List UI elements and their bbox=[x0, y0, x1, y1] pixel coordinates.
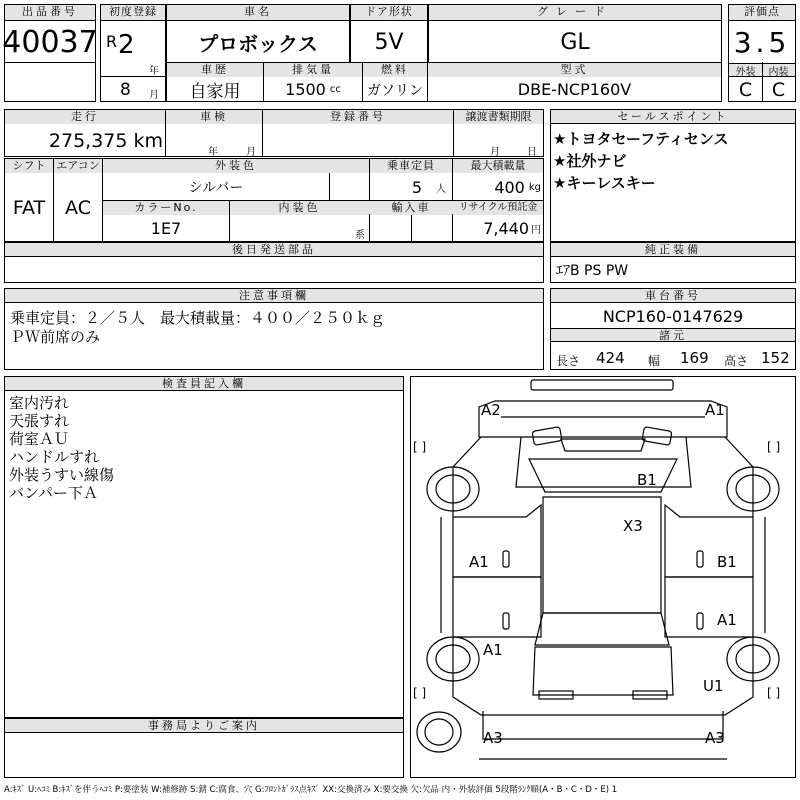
damage-mark-rear-right: U1 bbox=[703, 677, 724, 695]
int-color-unit: 系 bbox=[355, 230, 365, 241]
score-label: 評価点 bbox=[729, 5, 795, 21]
capacity-label: 乗車定員 bbox=[370, 159, 452, 173]
height-label: 高さ bbox=[724, 354, 749, 368]
damage-mark-rear-bumper-right: A3 bbox=[705, 729, 725, 747]
bracket-mark: [ ] bbox=[413, 686, 427, 700]
inspector-line: 外装うすい線傷 bbox=[9, 466, 115, 484]
inspector-line: 天張すれ bbox=[9, 412, 70, 430]
sales-item: ★キーレスキー bbox=[553, 174, 656, 192]
reg-month: 8 bbox=[120, 80, 131, 100]
recycle-fee: 7,440 bbox=[483, 219, 529, 238]
int-label: 内装 bbox=[768, 66, 789, 78]
divider bbox=[100, 76, 166, 77]
grade: GL bbox=[560, 29, 590, 55]
divider bbox=[165, 109, 166, 157]
aircon: AC bbox=[65, 196, 91, 219]
reg-year: 2 bbox=[118, 30, 135, 60]
notes-line: 乗車定員：２／５人 最大積載量：４００／２５０ｋｇ bbox=[10, 309, 386, 327]
later-parts-label: 後日発送部品 bbox=[5, 243, 543, 257]
length-label: 長さ bbox=[556, 354, 581, 368]
bracket-mark: [ ] bbox=[767, 440, 781, 454]
first-reg-label: 初度登録 bbox=[101, 5, 165, 21]
shift-label: シフト bbox=[5, 159, 53, 173]
car-name-label: 車名 bbox=[167, 5, 349, 21]
ac-label: エアコン bbox=[54, 159, 102, 173]
damage-mark-right-front-door: B1 bbox=[717, 553, 737, 571]
inspector-line: 荷室ＡＵ bbox=[9, 430, 70, 448]
car-name: プロボックス bbox=[198, 31, 318, 56]
load: 400 bbox=[494, 177, 525, 197]
model-label: 型式 bbox=[428, 63, 721, 77]
recycle-unit: 円 bbox=[531, 225, 541, 236]
mileage-unit: km bbox=[133, 130, 163, 152]
sales-label: セールスポイント bbox=[551, 110, 795, 124]
damage-diagram bbox=[410, 376, 796, 778]
inspector-line: 室内汚れ bbox=[9, 394, 70, 412]
inspector-line: バンパー下Ａ bbox=[9, 484, 98, 502]
capacity-unit: 人 bbox=[436, 183, 446, 195]
transfer-label: 譲渡書類期限 bbox=[454, 110, 543, 124]
office-label: 事務局よりご案内 bbox=[5, 719, 403, 733]
load-label: 最大積載量 bbox=[453, 159, 543, 173]
ext-color-label: 外装色 bbox=[103, 159, 369, 173]
shaken-year-unit: 年 bbox=[208, 147, 218, 158]
car-outline bbox=[411, 377, 795, 777]
era: R bbox=[106, 32, 118, 51]
fuel-label: 燃料 bbox=[363, 63, 427, 77]
damage-mark-hood: B1 bbox=[637, 471, 657, 489]
shaken-month-unit: 月 bbox=[246, 147, 256, 158]
chassis-label: 車台番号 bbox=[551, 289, 795, 303]
grade-label: グレード bbox=[429, 5, 721, 21]
history: 自家用 bbox=[189, 82, 241, 102]
divider bbox=[329, 173, 330, 201]
divider bbox=[262, 109, 263, 157]
lot-label: 出品番号 bbox=[5, 5, 95, 21]
lot-number: 40037 bbox=[2, 24, 98, 60]
int-color-label: 内装色 bbox=[230, 201, 369, 215]
import-label: 輸入車 bbox=[370, 201, 452, 215]
length: 424 bbox=[596, 349, 625, 367]
divider bbox=[229, 200, 230, 242]
damage-mark-left-rear: A1 bbox=[483, 641, 503, 659]
ext-label: 外装 bbox=[735, 66, 756, 78]
transfer-day: 日 bbox=[527, 147, 537, 158]
ext-color: シルバー bbox=[188, 180, 244, 196]
reg-no-label: 登録番号 bbox=[263, 110, 453, 124]
capacity: 5 bbox=[411, 177, 422, 197]
cc-label: 排気量 bbox=[264, 63, 362, 77]
damage-mark-front-right: A1 bbox=[705, 401, 725, 419]
mileage-label: 走行 bbox=[5, 110, 165, 124]
color-no: 1E7 bbox=[150, 219, 182, 238]
load-unit: kg bbox=[528, 181, 541, 193]
sales-item: ★トヨタセーフティセンス bbox=[553, 130, 729, 148]
inspector-line: ハンドルすれ bbox=[9, 448, 100, 466]
model-code: DBE-NCP160V bbox=[517, 80, 632, 99]
fuel: ガソリン bbox=[367, 82, 423, 99]
shift: FAT bbox=[12, 196, 46, 219]
shaken-label: 車検 bbox=[166, 110, 262, 124]
score: 3.5 bbox=[733, 25, 791, 59]
sales-item: ★社外ナビ bbox=[553, 152, 627, 170]
notes-label: 注意事項欄 bbox=[5, 289, 543, 303]
damage-mark-rear-bumper-left: A3 bbox=[483, 729, 503, 747]
int-grade: C bbox=[771, 78, 786, 101]
recycle-label: リサイクル預託金 bbox=[453, 201, 543, 215]
equipment-value: ｴｱB PS PW bbox=[556, 263, 629, 279]
ext-grade: C bbox=[738, 78, 753, 101]
damage-mark-roof: X3 bbox=[623, 517, 643, 535]
cc-unit: cc bbox=[329, 84, 341, 95]
door-label: ドア形状 bbox=[351, 5, 427, 21]
history-label: 車歴 bbox=[167, 63, 263, 77]
width-label: 幅 bbox=[648, 354, 661, 368]
bracket-mark: [ ] bbox=[767, 686, 781, 700]
width: 169 bbox=[680, 349, 709, 367]
dims-label: 諸元 bbox=[551, 328, 795, 342]
inspector-label: 検査員記入欄 bbox=[5, 377, 403, 391]
damage-mark-front-left: A2 bbox=[481, 401, 501, 419]
divider bbox=[4, 62, 96, 63]
door-type: 5V bbox=[374, 29, 404, 55]
color-no-label: カラーNo. bbox=[103, 201, 229, 215]
chassis-no: NCP160-0147629 bbox=[602, 306, 744, 326]
divider bbox=[453, 109, 454, 157]
mileage: 275,375 bbox=[48, 130, 128, 152]
notes-line: ＰＷ前席のみ bbox=[10, 328, 101, 346]
cc: 1500 bbox=[285, 80, 326, 99]
legend: A:ｷｽﾞ U:ﾍｺﾐ B:ｷｽﾞを伴うﾍｺﾐ P:要塗装 W:補修跡 S:錆 C:腐食、穴 G:ﾌﾛﾝﾄｶﾞﾗｽ点ｷｽﾞ XX:交換済み X:要交換 欠:欠品 内・外装評価 5段階ﾗﾝｸ順(A・B・C・D・E) 1 bbox=[4, 785, 618, 795]
height: 152 bbox=[761, 349, 790, 367]
year-unit: 年 bbox=[149, 66, 159, 77]
damage-mark-right-rear-door: A1 bbox=[717, 611, 737, 629]
damage-mark-left-front-door: A1 bbox=[469, 553, 489, 571]
transfer-month: 月 bbox=[490, 147, 500, 158]
equipment-label: 純正装備 bbox=[551, 243, 795, 257]
divider bbox=[411, 215, 412, 242]
bracket-mark: [ ] bbox=[413, 440, 427, 454]
month-unit: 月 bbox=[149, 90, 159, 101]
